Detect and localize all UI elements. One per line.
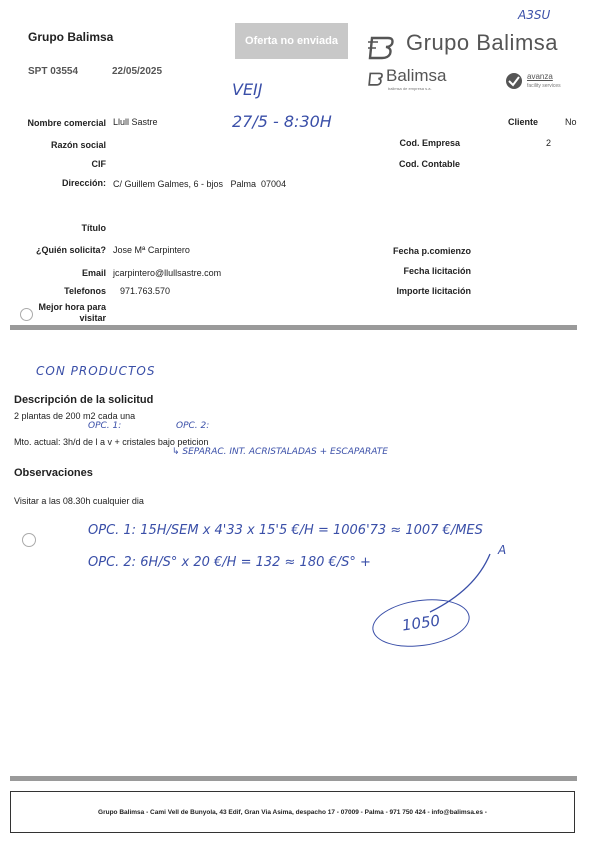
importe-licitacion-label: Importe licitación [396, 286, 471, 296]
handwritten-calc-option1: OPC. 1: 15H/SEM x 4'33 x 15'5 €/H = 1006'73 ≈ 1007 €/MES [88, 523, 483, 538]
quien-solicita-value: Jose Mª Carpintero [113, 245, 190, 255]
handwritten-total: 1050 [400, 611, 442, 635]
cod-empresa-value: 2 [546, 138, 552, 148]
margin-circle-mark-2 [22, 533, 36, 547]
fecha-comienzo-label: Fecha p.comienzo [392, 246, 471, 256]
handwritten-name: VEIJ [232, 80, 263, 99]
balimsa-small-text: Balimsa [386, 66, 447, 85]
descripcion-title: Descripción de la solicitud [14, 394, 154, 406]
handwritten-code: A3SU [518, 8, 551, 22]
balimsa-small-icon [368, 70, 384, 86]
avanza-text: avanza [527, 72, 553, 81]
footer-divider [10, 776, 577, 781]
direccion-value: C/ Guillem Galmes, 6 - bjos Palma 07004 [113, 179, 287, 189]
email-label: Email [81, 268, 106, 278]
balimsa-logo-icon [368, 32, 396, 60]
document-code: SPT 03554 [28, 66, 79, 77]
direccion-label: Dirección: [61, 178, 106, 188]
balimsa-small-tagline: balimsa de empresa s.a. [388, 86, 432, 91]
mejor-hora-label-line1: Mejor hora para [38, 302, 106, 312]
cif-label: CIF [91, 159, 106, 169]
handwritten-opc2-label: OPC. 2: [176, 421, 210, 431]
company-name: Grupo Balimsa [28, 30, 114, 44]
footer-box [10, 791, 575, 833]
logo-main-text: Grupo Balimsa [406, 30, 559, 55]
handwritten-opc1-label: OPC. 1: [88, 421, 122, 431]
cod-contable-label: Cod. Contable [399, 159, 460, 169]
razon-social-label: Razón social [50, 140, 106, 150]
avanza-icon [505, 72, 523, 90]
nombre-comercial-label: Nombre comercial [27, 118, 106, 128]
titulo-label: Título [81, 223, 106, 233]
handwritten-opc2-detail: ↳ SEPARAC. INT. ACRISTALADAS + ESCAPARATE [172, 447, 388, 457]
telefonos-label: Telefonos [64, 286, 106, 296]
cliente-value: No [565, 117, 577, 127]
handwritten-mark: A [498, 543, 507, 557]
footer-text: Grupo Balimsa - Cami Vell de Bunyola, 43 Edif, Gran Via Asima, despacho 17 - 07009 - Palma - 971 750 424 - info@balimsa.es - [98, 808, 487, 816]
nombre-comercial-value: Llull Sastre [113, 117, 158, 127]
telefonos-value: 971.763.570 [120, 286, 171, 296]
email-value: jcarpintero@llullsastre.com [113, 268, 222, 278]
quien-solicita-label: ¿Quién solicita? [35, 245, 106, 255]
margin-circle-mark [20, 308, 33, 321]
section-divider [10, 325, 577, 330]
avanza-logo [505, 70, 575, 94]
status-badge-label: Oferta no enviada [245, 35, 338, 47]
descripcion-line2: Mto. actual: 3h/d de l a v + cristales bajo peticion [14, 437, 209, 447]
descripcion-line1: 2 plantas de 200 m2 cada una [14, 411, 136, 421]
fecha-licitacion-label: Fecha licitación [403, 266, 471, 276]
observaciones-title: Observaciones [14, 467, 93, 479]
status-badge [235, 23, 348, 59]
document-date: 22/05/2025 [112, 66, 163, 77]
mejor-hora-label-line2: visitar [79, 313, 106, 323]
handwritten-calc-option2: OPC. 2: 6H/S° x 20 €/H = 132 ≈ 180 €/S° + [88, 555, 371, 570]
observaciones-text: Visitar a las 08.30h cualquier dia [14, 496, 144, 506]
cliente-label: Cliente [507, 117, 538, 127]
balimsa-small-logo [368, 68, 468, 94]
avanza-tagline: facility services [527, 83, 561, 89]
cod-empresa-label: Cod. Empresa [399, 138, 460, 148]
handwritten-products: CON PRODUCTOS [36, 364, 156, 378]
grupo-balimsa-logo [368, 28, 568, 62]
handwritten-visit-time: 27/5 - 8:30H [232, 112, 332, 131]
